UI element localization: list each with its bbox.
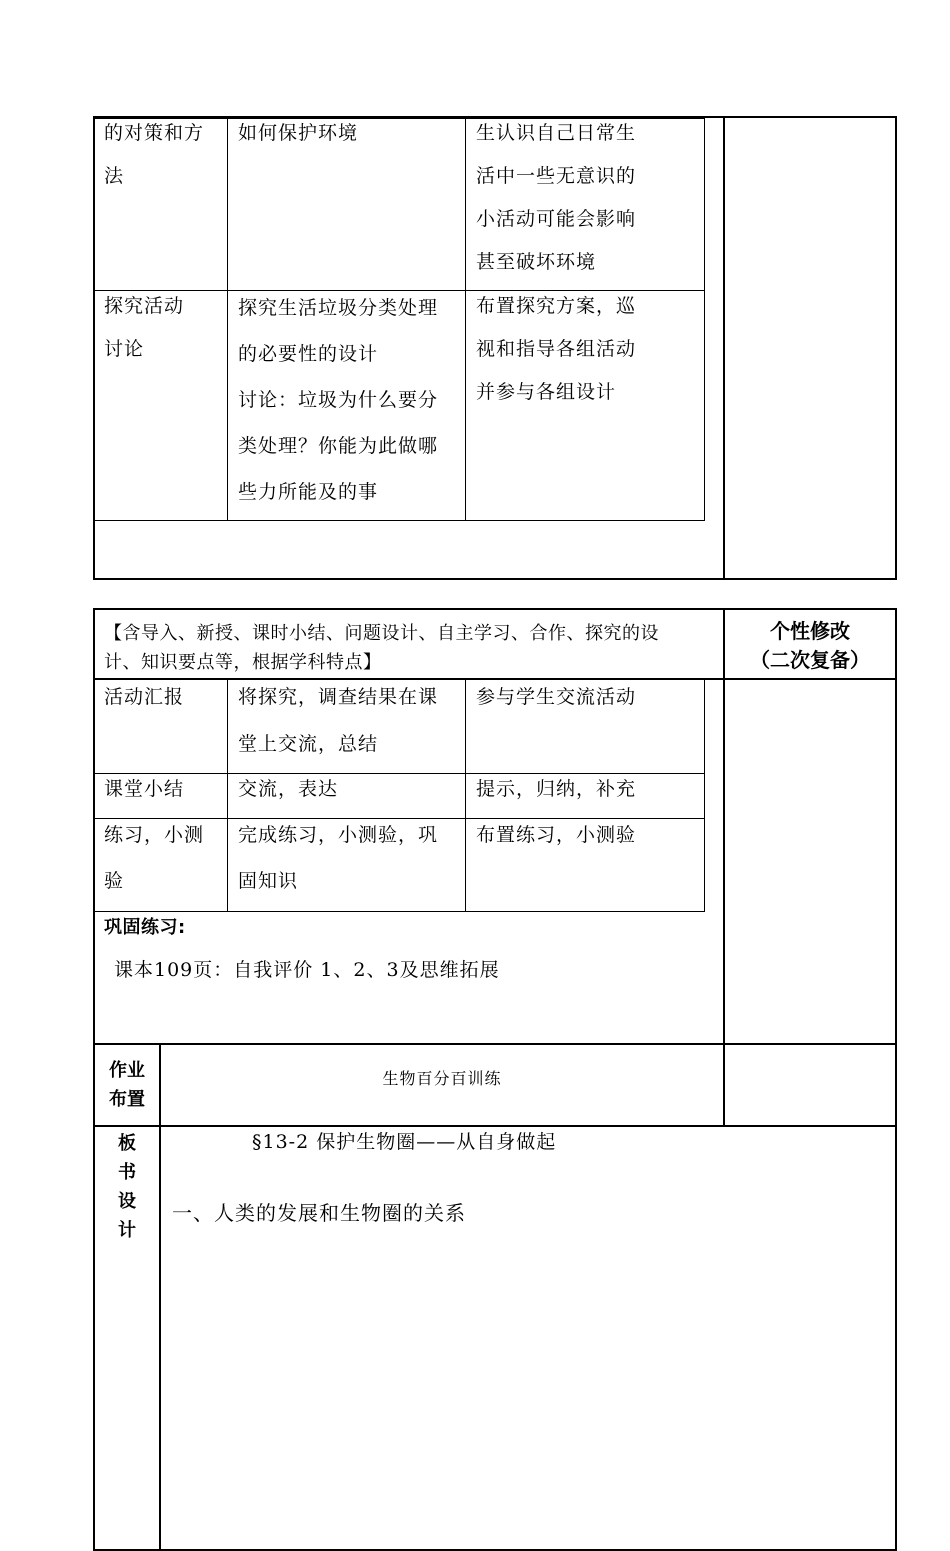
- inner-col-divider-1: [227, 118, 228, 521]
- row-summary-col1: [104, 766, 184, 812]
- cell-line: 探究活动: [104, 295, 185, 317]
- revision-header-line: 个性修改: [770, 619, 850, 643]
- cell-line: 甚至破坏环境: [476, 251, 597, 273]
- label-col-divider: [159, 1043, 161, 1551]
- cell-line: 讨论: [104, 338, 145, 360]
- top-row2-col3: [476, 285, 636, 414]
- cell-line: 探究生活垃圾分类处理: [238, 297, 439, 319]
- cell-line: 并参与各组设计: [476, 381, 617, 403]
- cell-line: 活动汇报: [104, 686, 185, 708]
- label-line: 板: [118, 1133, 136, 1154]
- revision-header-line: （二次复备）: [750, 648, 870, 672]
- cell-line: 小活动可能会影响: [476, 208, 637, 230]
- cell-line: 讨论：垃圾为什么要分: [238, 389, 439, 411]
- row-activity-report-col1: [104, 674, 184, 721]
- cell-line: 如何保护环境: [238, 122, 359, 144]
- top-table-border-bottom: [93, 578, 897, 580]
- cell-line: 提示，归纳，补充: [476, 778, 637, 800]
- inner2-col-divider-2: [465, 680, 466, 912]
- cell-line: 课堂小结: [104, 778, 185, 800]
- revision-header: [723, 617, 897, 675]
- lesson-table-divider-revision: [723, 608, 725, 1126]
- row-activity-report-col3: [476, 674, 636, 721]
- cell-line: 将探究，调查结果在课: [238, 686, 439, 708]
- cell-line: 布置练习，小测验: [476, 824, 637, 846]
- top-row1-col3: [476, 112, 636, 284]
- label-line: 布置: [109, 1089, 145, 1110]
- inner-table-bottom: [93, 520, 705, 521]
- board-title: §13-2 保护生物圈——从自身做起: [252, 1131, 557, 1153]
- cell-line: 法: [104, 165, 125, 187]
- row-summary-col2: [238, 766, 338, 812]
- label-line: 书: [118, 1162, 136, 1183]
- row-activity-report-col2: [238, 674, 438, 768]
- label-line: 作业: [109, 1060, 145, 1081]
- cell-line: 的必要性的设计: [238, 343, 379, 365]
- row-practice-col2: [238, 812, 438, 904]
- row-summary-col3: [476, 766, 636, 812]
- board-label: [95, 1129, 159, 1245]
- cell-line: 交流，表达: [238, 778, 339, 800]
- homework-content: 生物百分百训练: [382, 1069, 502, 1088]
- lesson-header-text: [104, 619, 659, 677]
- label-line: 计: [118, 1220, 136, 1241]
- header-line: 【含导入、新授、课时小结、问题设计、自主学习、合作、探究的设: [104, 623, 659, 644]
- homework-label: [95, 1056, 159, 1114]
- cell-line: 验: [104, 870, 125, 892]
- cell-line: 布置探究方案，巡: [476, 295, 637, 317]
- top-table-divider-revision: [723, 116, 725, 580]
- top-row2-col1: [104, 285, 184, 371]
- cell-line: 固知识: [238, 870, 299, 892]
- cell-line: 的对策和方: [104, 122, 205, 144]
- top-row1-col1: [104, 112, 204, 198]
- homework-row-bottom: [93, 1125, 897, 1127]
- lesson-table-border-right: [895, 608, 897, 1551]
- top-row1-col2: [238, 112, 358, 155]
- top-row2-col2: [238, 285, 438, 515]
- inner2-col-divider-1: [227, 680, 228, 912]
- inner2-table-bottom: [93, 911, 705, 912]
- cell-line: 视和指导各组活动: [476, 338, 637, 360]
- label-line: 设: [118, 1191, 136, 1212]
- top-table-border-right: [895, 116, 897, 580]
- inner-table-right: [704, 118, 705, 521]
- cell-line: 活中一些无意识的: [476, 165, 637, 187]
- inner-table2-right: [704, 680, 705, 912]
- cell-line: 生认识自己日常生: [476, 122, 637, 144]
- inner-col-divider-2: [465, 118, 466, 521]
- lesson-table-border-top: [93, 608, 897, 610]
- cell-line: 堂上交流，总结: [238, 733, 379, 755]
- cell-line: 参与学生交流活动: [476, 686, 637, 708]
- board-heading-1: 一、人类的发展和生物圈的关系: [172, 1201, 466, 1225]
- header-line: 计、知识要点等，根据学科特点】: [104, 652, 382, 673]
- consolidation-text: 课本109页：自我评价 1、2、3及思维拓展: [114, 959, 500, 981]
- top-table-border-left: [93, 116, 95, 580]
- cell-line: 类处理？你能为此做哪: [238, 435, 439, 457]
- consolidation-title: 巩固练习:: [104, 917, 186, 938]
- cell-line: 些力所能及的事: [238, 481, 379, 503]
- row-practice-col1: [104, 812, 204, 904]
- cell-line: 完成练习，小测验，巩: [238, 824, 439, 846]
- row-practice-col3: [476, 812, 636, 858]
- cell-line: 练习，小测: [104, 824, 205, 846]
- consolidation-row-bottom: [93, 1043, 897, 1045]
